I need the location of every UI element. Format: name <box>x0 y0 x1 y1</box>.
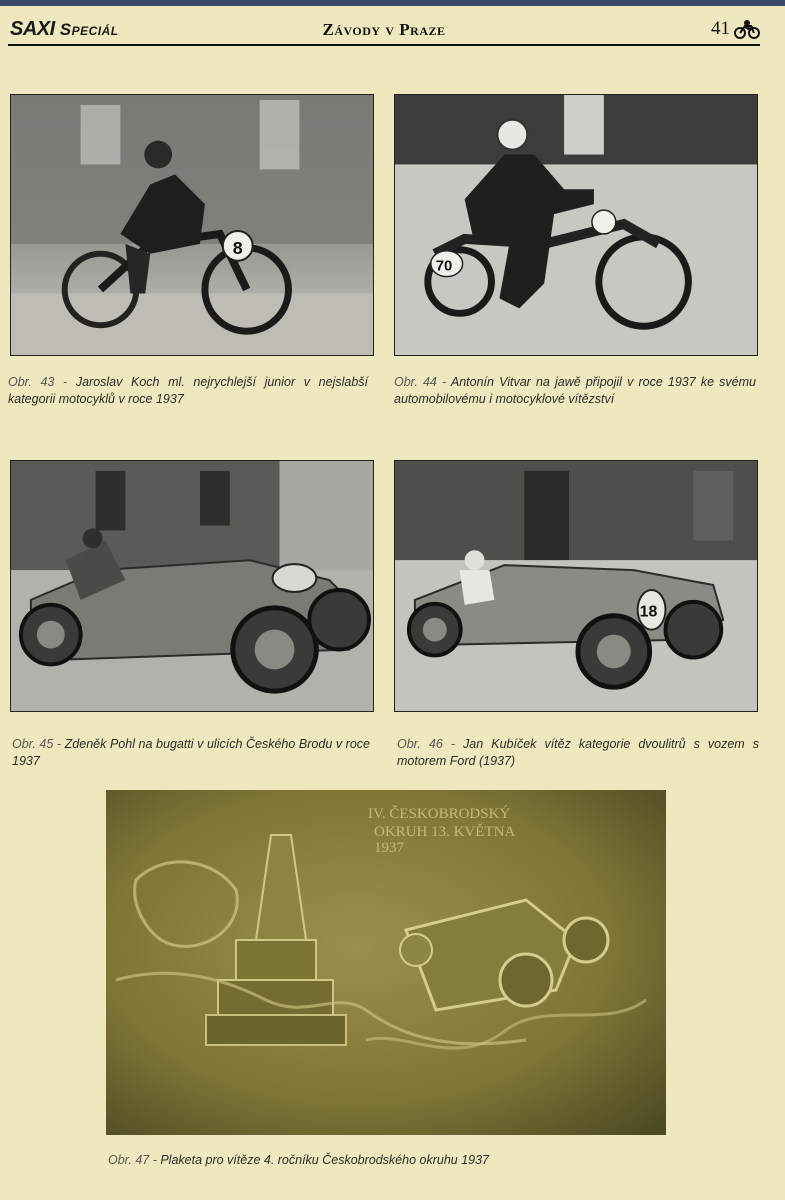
caption-fig45 <box>12 736 370 770</box>
brand-rest: Speciál <box>59 20 119 39</box>
fig46-race-number: 18 <box>639 603 658 621</box>
photo-fig47-plaque <box>106 790 666 1135</box>
page-header <box>8 14 760 46</box>
caption-fig46 <box>397 736 759 770</box>
section-title: Závody v Praze <box>322 20 446 39</box>
caption-fig44-label: Obr. 44 - <box>394 375 447 389</box>
caption-fig45-label: Obr. 45 - <box>12 737 62 751</box>
caption-fig43 <box>8 374 368 408</box>
photo-fig43 <box>10 94 374 356</box>
caption-fig47 <box>108 1152 668 1169</box>
page-top-strip <box>0 0 785 6</box>
fig44-race-number: 70 <box>435 258 453 275</box>
plaque-line-3: 1937 <box>374 840 404 856</box>
caption-fig45-text: Zdeněk Pohl na bugatti v ulicích Českého Brodu v roce 1937 <box>12 737 370 768</box>
caption-fig47-label: Obr. 47 - <box>108 1153 157 1167</box>
caption-fig44 <box>394 374 756 408</box>
plaque-line-2: OKRUH 13. KVĚTNA <box>374 824 516 840</box>
caption-fig47-text: Plaketa pro vítěze 4. ročníku Českobrodského okruhu 1937 <box>160 1153 490 1167</box>
photo-fig44 <box>394 94 758 356</box>
caption-fig43-label: Obr. 43 - <box>8 375 68 389</box>
brand-main: SAXI <box>10 18 55 40</box>
page-number: 41 <box>711 18 730 39</box>
caption-fig44-text: Antonín Vitvar na jawě připojil v roce 1937 ke svému automobilovému i motocyklové vítězství <box>394 375 756 406</box>
caption-fig46-text: Jan Kubíček vítěz kategorie dvoulitrů s vozem s motorem Ford (1937) <box>397 737 760 768</box>
caption-fig46-label: Obr. 46 - <box>397 737 455 751</box>
header-rule <box>8 44 760 46</box>
caption-fig43-text: Jaroslav Koch ml. nejrychlejší junior v nejslabší kategorii motocyklů v roce 1937 <box>8 375 369 406</box>
motorcycle-icon <box>734 18 760 40</box>
plaque-line-1: IV. ČESKOBRODSKÝ <box>368 806 511 822</box>
photo-fig45 <box>10 460 374 712</box>
photo-fig46 <box>394 460 758 712</box>
fig43-race-number: 8 <box>232 237 243 258</box>
